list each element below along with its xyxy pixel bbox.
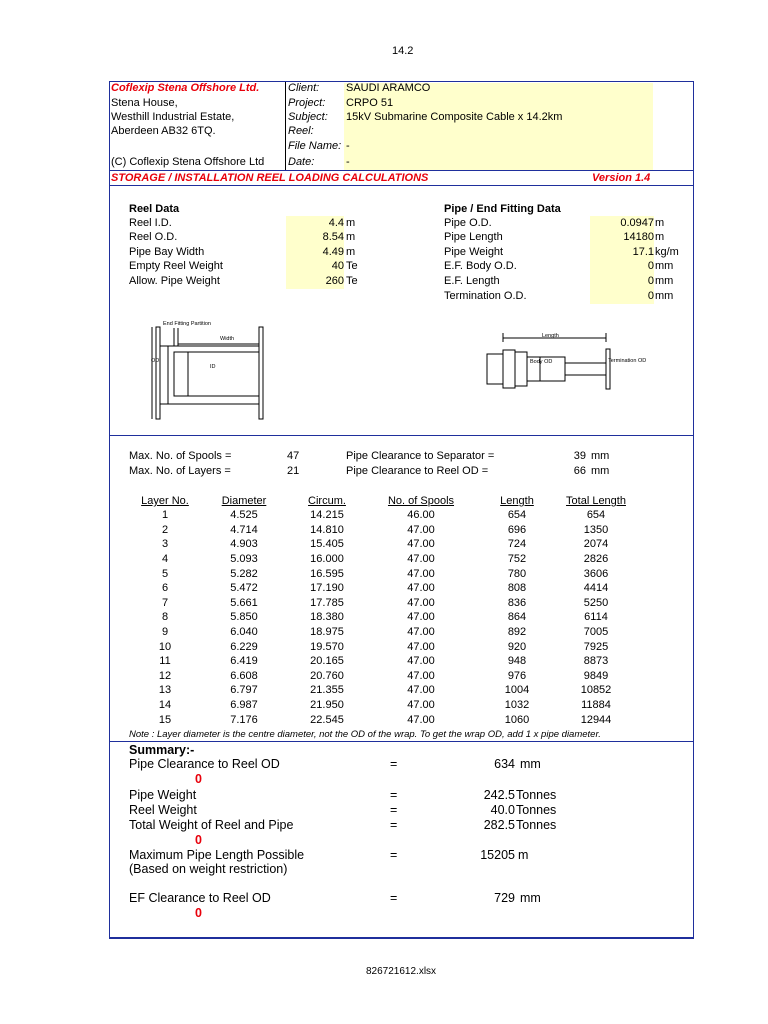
sep-clearance-unit: mm	[591, 450, 610, 462]
layer-no-cell: 5	[161, 567, 169, 580]
spools-cell: 46.00	[407, 509, 435, 522]
layer-no-cell: 13	[158, 684, 172, 697]
spools-cell: 47.00	[407, 626, 435, 639]
spools-cell: 47.00	[407, 538, 435, 551]
length-cell: 808	[507, 582, 527, 595]
length-cell: 1004	[504, 684, 530, 697]
date-value[interactable]: -	[346, 156, 350, 168]
total-length-cell: 6114	[584, 611, 608, 624]
reel-label: Reel:	[288, 125, 314, 137]
empty-reel-weight-value[interactable]: 40	[331, 260, 344, 272]
pipe-weight-value[interactable]: 17.1	[632, 246, 654, 258]
bay-width-value[interactable]: 4.49	[322, 246, 344, 258]
summary-maxlen-note: (Based on weight restriction)	[129, 862, 288, 876]
pipe-weight-label: Pipe Weight	[444, 246, 504, 258]
id-label: ID	[210, 364, 216, 370]
sep-clearance-value: 39	[573, 450, 586, 462]
length-cell: 1032	[504, 699, 530, 712]
reel-id-value[interactable]: 4.4	[328, 217, 344, 229]
table-row	[133, 712, 637, 727]
diameter-cell: 4.525	[230, 509, 258, 522]
summary-pipe-weight-eq: =	[390, 788, 398, 802]
summary-pipe-weight-value: 242.5	[483, 788, 515, 802]
summary-ef-eq: =	[390, 891, 398, 905]
total-length-cell: 11884	[581, 699, 611, 712]
total-length-cell: 5250	[583, 596, 609, 609]
summary-total-unit: Tonnes	[516, 818, 557, 832]
summary-maxlen-unit: m	[518, 848, 529, 862]
length-cell: 1060	[504, 713, 530, 726]
summary-ef-value: 729	[494, 891, 515, 905]
length-cell: 836	[507, 596, 527, 609]
summary-total-eq: =	[390, 818, 398, 832]
summary-clearance-flag: 0	[195, 772, 202, 786]
file-footer: 826721612.xlsx	[366, 966, 437, 977]
ef-body-od-unit: mm	[655, 260, 674, 272]
circum-cell: 22.545	[310, 713, 344, 726]
partition-label: End Fitting Partition	[163, 321, 211, 327]
max-layers-value: 21	[287, 465, 300, 477]
length-cell: 752	[507, 553, 527, 566]
layer-no-cell: 14	[158, 699, 172, 712]
diameter-cell: 6.040	[230, 626, 258, 639]
termination-od-label: Termination O.D.	[444, 290, 527, 302]
col-circum: Circum.	[308, 495, 346, 507]
empty-reel-weight-unit: Te	[346, 260, 358, 272]
total-length-cell: 8873	[583, 655, 609, 668]
table-row	[133, 523, 637, 538]
spools-cell: 47.00	[407, 713, 435, 726]
length-cell: 696	[507, 523, 527, 536]
spools-cell: 47.00	[407, 684, 435, 697]
length-cell: 892	[507, 626, 527, 639]
total-length-cell: 1350	[583, 523, 609, 536]
sheet-title: STORAGE / INSTALLATION REEL LOADING CALCULATIONS	[111, 172, 429, 184]
circum-cell: 20.760	[310, 669, 344, 682]
pipe-length-value[interactable]: 14180	[623, 231, 654, 243]
layer-no-cell: 9	[161, 626, 169, 639]
diameter-cell: 5.282	[230, 567, 258, 580]
length-cell: 976	[507, 669, 527, 682]
termination-od-diagram-label: Termination OD	[608, 358, 647, 364]
circum-cell: 14.215	[310, 509, 344, 522]
allow-pipe-weight-label: Allow. Pipe Weight	[129, 275, 220, 287]
divider-summary	[109, 741, 694, 742]
max-layers-label: Max. No. of Layers =	[129, 465, 231, 477]
width-label: Width	[220, 336, 235, 342]
pipe-length-label: Pipe Length	[444, 231, 503, 243]
spools-cell: 47.00	[407, 523, 435, 536]
summary-clearance-eq: =	[390, 757, 398, 771]
total-length-cell: 12944	[580, 713, 612, 726]
summary-maxlen-label: Maximum Pipe Length Possible	[129, 848, 305, 862]
spools-cell: 47.00	[407, 582, 435, 595]
empty-reel-weight-label: Empty Reel Weight	[129, 260, 223, 272]
version-label: Version 1.4	[592, 172, 651, 184]
length-cell: 654	[507, 509, 527, 522]
pipe-data-heading: Pipe / End Fitting Data	[444, 203, 561, 215]
table-row	[133, 566, 637, 581]
diameter-cell: 5.850	[230, 611, 258, 624]
pipe-od-value[interactable]: 0.0947	[620, 217, 654, 229]
total-length-cell: 2826	[583, 553, 609, 566]
circum-cell: 17.190	[310, 582, 344, 595]
address-line-3: Aberdeen AB32 6TQ.	[111, 125, 216, 137]
layer-no-cell: 12	[158, 669, 172, 682]
length-cell: 724	[507, 538, 527, 551]
allow-pipe-weight-unit: Te	[346, 275, 358, 287]
total-length-cell: 4414	[583, 582, 609, 595]
termination-od-value[interactable]: 0	[647, 290, 654, 302]
reel-id-unit: m	[346, 217, 356, 229]
summary-reel-weight-value: 40.0	[490, 803, 515, 817]
table-row	[133, 552, 637, 567]
subject-label: Subject:	[288, 111, 328, 123]
diameter-cell: 5.472	[230, 582, 258, 595]
spools-cell: 47.00	[407, 655, 435, 668]
summary-pipe-weight-label: Pipe Weight	[129, 788, 197, 802]
spools-cell: 47.00	[407, 611, 435, 624]
page-number: 14.2	[392, 45, 414, 57]
length-cell: 864	[507, 611, 527, 624]
circum-cell: 21.355	[310, 684, 344, 697]
ef-length-value[interactable]: 0	[647, 275, 654, 287]
spools-cell: 47.00	[407, 596, 435, 609]
summary-ef-label: EF Clearance to Reel OD	[129, 891, 271, 905]
layer-table-header	[133, 494, 637, 508]
layer-no-cell: 8	[161, 611, 169, 624]
layer-table	[133, 494, 637, 727]
header-divider	[285, 82, 286, 170]
layer-no-cell: 15	[158, 713, 172, 726]
spools-cell: 47.00	[407, 640, 435, 653]
od-label: OD	[151, 358, 160, 364]
filename-label: File Name:	[288, 140, 342, 152]
ef-length-unit: mm	[655, 275, 674, 287]
layer-no-cell: 4	[161, 553, 169, 566]
diameter-cell: 4.903	[230, 538, 258, 551]
layer-no-cell: 11	[159, 655, 171, 668]
ef-body-od-label: E.F. Body O.D.	[444, 260, 517, 272]
circum-cell: 16.000	[310, 553, 344, 566]
summary-ef-unit: mm	[520, 891, 541, 905]
layer-no-cell: 2	[161, 523, 169, 536]
ef-body-od-value[interactable]: 0	[647, 260, 654, 272]
reel-od-label: Reel O.D.	[129, 231, 178, 243]
od-clearance-unit: mm	[591, 465, 610, 477]
summary-clearance-label: Pipe Clearance to Reel OD	[129, 757, 280, 771]
filename-value[interactable]: -	[346, 140, 350, 152]
sep-clearance-label: Pipe Clearance to Separator =	[346, 450, 495, 462]
max-spools-label: Max. No. of Spools =	[129, 450, 232, 462]
divider-diagrams	[109, 435, 694, 436]
project-label: Project:	[288, 97, 326, 109]
diameter-cell: 5.093	[230, 553, 258, 566]
ef-length-label: E.F. Length	[444, 275, 500, 287]
diameter-cell: 5.661	[230, 596, 258, 609]
layer-no-cell: 7	[161, 596, 169, 609]
diameter-cell: 6.987	[230, 699, 258, 712]
spools-cell: 47.00	[407, 567, 435, 580]
summary-pipe-weight-unit: Tonnes	[516, 788, 557, 802]
client-label: Client:	[288, 82, 320, 94]
pipe-weight-unit: kg/m	[655, 246, 679, 258]
date-label: Date:	[288, 156, 315, 168]
summary-reel-weight-label: Reel Weight	[129, 803, 197, 817]
subject-value[interactable]: 15kV Submarine Composite Cable x 14.2km	[346, 111, 563, 123]
total-length-cell: 7925	[583, 640, 609, 653]
layer-note: Note : Layer diameter is the centre diameter, not the OD of the wrap. To get the wrap OD, add 1 x pipe diameter.	[129, 729, 601, 740]
diameter-cell: 6.229	[230, 640, 258, 653]
address-line-1: Stena House,	[111, 97, 178, 109]
divider-title-bottom	[109, 185, 694, 186]
address-line-2: Westhill Industrial Estate,	[111, 111, 235, 123]
col-diameter: Diameter	[221, 495, 267, 507]
length-label: Length	[542, 333, 559, 339]
circum-cell: 18.975	[310, 626, 344, 639]
end-fitting-diagram	[484, 330, 654, 402]
table-row	[133, 581, 637, 596]
reel-diagram	[148, 318, 273, 428]
summary-clearance-value: 634	[494, 757, 515, 771]
length-cell: 948	[507, 655, 527, 668]
total-length-cell: 10852	[580, 684, 612, 697]
diameter-cell: 4.714	[230, 523, 258, 536]
circum-cell: 21.950	[310, 699, 344, 712]
layer-no-cell: 3	[161, 538, 169, 551]
total-length-cell: 3606	[583, 567, 609, 580]
summary-total-value: 282.5	[483, 818, 515, 832]
table-row	[133, 537, 637, 552]
col-layer-no: Layer No.	[141, 495, 189, 507]
od-clearance-value: 66	[573, 465, 586, 477]
client-value[interactable]: SAUDI ARAMCO	[346, 82, 431, 94]
circum-cell: 17.785	[310, 596, 344, 609]
circum-cell: 18.380	[310, 611, 344, 624]
summary-ef-flag: 0	[195, 906, 202, 920]
table-row	[133, 625, 637, 640]
od-clearance-label: Pipe Clearance to Reel OD =	[346, 465, 489, 477]
diameter-cell: 7.176	[230, 713, 258, 726]
reel-data-heading: Reel Data	[129, 203, 180, 215]
pipe-length-unit: m	[655, 231, 665, 243]
table-row	[133, 639, 637, 654]
table-row	[133, 508, 637, 523]
total-length-cell: 2074	[583, 538, 609, 551]
summary-maxlen-value: 15205	[480, 848, 515, 862]
spools-cell: 47.00	[407, 669, 435, 682]
termination-od-unit: mm	[655, 290, 674, 302]
circum-cell: 19.570	[310, 640, 344, 653]
copyright: (C) Coflexip Stena Offshore Ltd	[111, 156, 265, 168]
pipe-od-unit: m	[655, 217, 665, 229]
summary-total-label: Total Weight of Reel and Pipe	[129, 818, 294, 832]
circum-cell: 20.165	[310, 655, 344, 668]
summary-heading: Summary:-	[129, 743, 195, 757]
company-name: Coflexip Stena Offshore Ltd.	[111, 82, 260, 94]
table-row	[133, 669, 637, 684]
col-length: Length	[500, 495, 534, 507]
divider-title-top	[109, 170, 694, 171]
reel-id-label: Reel I.D.	[129, 217, 172, 229]
table-row	[133, 698, 637, 713]
table-row	[133, 654, 637, 669]
spools-cell: 47.00	[407, 699, 435, 712]
length-cell: 780	[507, 567, 527, 580]
layer-no-cell: 10	[158, 640, 172, 653]
circum-cell: 15.405	[310, 538, 344, 551]
body-od-label: Body OD	[530, 359, 553, 365]
total-length-cell: 9849	[583, 669, 609, 682]
reel-od-value[interactable]: 8.54	[322, 231, 344, 243]
spools-cell: 47.00	[407, 553, 435, 566]
layer-no-cell: 6	[161, 582, 169, 595]
layer-no-cell: 1	[161, 509, 169, 522]
bay-width-label: Pipe Bay Width	[129, 246, 205, 258]
circum-cell: 16.595	[310, 567, 344, 580]
total-length-cell: 7005	[583, 626, 609, 639]
pipe-od-label: Pipe O.D.	[444, 217, 492, 229]
bay-width-unit: m	[346, 246, 356, 258]
col-spools: No. of Spools	[387, 495, 455, 507]
table-row	[133, 596, 637, 611]
total-length-cell: 654	[586, 509, 606, 522]
summary-maxlen-eq: =	[390, 848, 398, 862]
circum-cell: 14.810	[310, 523, 344, 536]
allow-pipe-weight-value[interactable]: 260	[325, 275, 344, 287]
max-spools-value: 47	[287, 450, 300, 462]
diameter-cell: 6.419	[230, 655, 258, 668]
diameter-cell: 6.608	[230, 669, 258, 682]
length-cell: 920	[507, 640, 527, 653]
table-row	[133, 683, 637, 698]
diameter-cell: 6.797	[230, 684, 258, 697]
project-value[interactable]: CRPO 51	[346, 97, 394, 109]
table-row	[133, 610, 637, 625]
summary-reel-weight-unit: Tonnes	[516, 803, 557, 817]
summary-reel-weight-eq: =	[390, 803, 398, 817]
reel-od-unit: m	[346, 231, 356, 243]
summary-total-flag: 0	[195, 833, 202, 847]
summary-clearance-unit: mm	[520, 757, 541, 771]
col-total-length: Total Length	[566, 495, 626, 507]
